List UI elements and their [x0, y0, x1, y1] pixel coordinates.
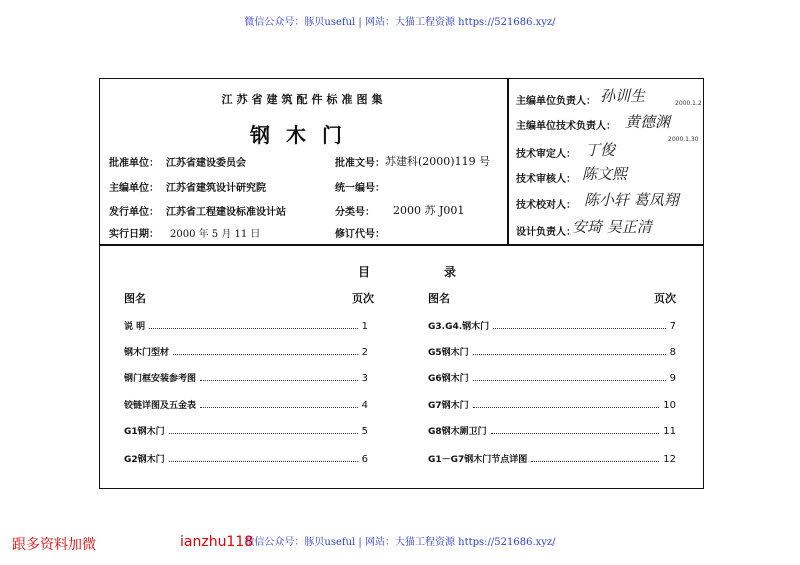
leader-dots	[200, 380, 358, 381]
title-block	[99, 78, 509, 246]
leader-dots	[169, 433, 358, 434]
contact-note: 跟多资料加微	[12, 537, 96, 553]
issuer: 江苏省工程建设标准设计站	[166, 207, 286, 218]
effective-date-label: 实行日期：	[109, 229, 159, 240]
tech-approver-label: 技术审定人：	[516, 149, 576, 160]
chief-unit-tech-leader-label: 主编单位技术负责人：	[516, 121, 616, 132]
design-leader-signature: 安琦 吴正清	[572, 218, 652, 236]
leader-dots	[473, 407, 660, 408]
toc-entry	[124, 345, 368, 358]
toc-col-page-right: 页次	[654, 292, 676, 305]
toc-col-name-left: 图名	[124, 292, 146, 305]
revision-code-label: 修订代号：	[335, 229, 385, 240]
tech-reviewer-signature: 陈文熙	[582, 165, 628, 183]
chief-unit-tech-leader-signature: 黄德渊	[625, 113, 671, 131]
toc-entry	[124, 319, 368, 332]
toc-entry	[428, 452, 676, 465]
bottom-watermark: 微信公众号：豚贝useful | 网站：大猫工程资源 https://521686.xyz/	[244, 537, 556, 548]
signature-date-1: 2000.1.2	[675, 100, 702, 107]
effective-date: 2000 年 5 月 11 日	[170, 229, 261, 240]
toc-entry	[428, 345, 676, 358]
toc-entry-page: 1	[361, 321, 368, 332]
toc-entry-name: 铰链详图及五金表	[124, 401, 197, 411]
class-number-label: 分类号：	[335, 207, 375, 218]
toc-entry-name: G5钢木门	[428, 348, 469, 358]
issuer-label: 发行单位：	[109, 207, 159, 218]
chief-unit-leader-signature: 孙训生	[600, 87, 646, 105]
toc-col-name-right: 图名	[428, 292, 450, 305]
leader-dots	[200, 407, 358, 408]
approval-unit: 江苏省建设委员会	[166, 158, 246, 169]
toc-col-page-left: 页次	[352, 292, 374, 305]
toc-heading-left: 目	[358, 265, 371, 279]
unified-number-label: 统一编号：	[335, 183, 385, 194]
toc-entry-name: 钢门框安装参考图	[124, 374, 197, 384]
toc-entry	[428, 319, 676, 332]
leader-dots	[531, 461, 659, 462]
toc-entry	[428, 424, 676, 437]
toc-entry	[124, 452, 368, 465]
toc-entry-page: 9	[669, 373, 676, 384]
top-watermark: 微信公众号：豚贝useful | 网站：大猫工程资源 https://521686.xyz/	[244, 17, 556, 28]
toc-entry-page: 10	[663, 400, 676, 411]
tech-approver-signature: 丁俊	[585, 141, 616, 159]
toc-entry-name: 说 明	[124, 322, 146, 332]
approval-doc-label: 批准文号：	[335, 158, 385, 169]
leader-dots	[149, 328, 357, 329]
toc-entry	[124, 424, 368, 437]
responsible-persons-block	[507, 78, 704, 246]
contact-id: ianzhu118	[180, 534, 254, 550]
toc-entry	[124, 398, 368, 411]
toc-entry-name: G8钢木厕卫门	[428, 427, 487, 437]
toc-entry-page: 4	[361, 400, 368, 411]
toc-entry-page: 3	[361, 373, 368, 384]
toc-entry-page: 6	[361, 454, 368, 465]
editor-unit: 江苏省建筑设计研究院	[166, 183, 266, 194]
leader-dots	[491, 433, 660, 434]
approval-doc: 苏建科(2000)119 号	[385, 155, 491, 168]
toc-heading-right: 录	[444, 265, 457, 279]
toc-entry-page: 7	[669, 321, 676, 332]
toc-entry	[428, 398, 676, 411]
toc-entry-name: G7钢木门	[428, 401, 469, 411]
toc-entry-name: G6钢木门	[428, 374, 469, 384]
chief-unit-leader-label: 主编单位负责人：	[516, 96, 596, 107]
editor-unit-label: 主编单位：	[109, 183, 159, 194]
leader-dots	[473, 380, 666, 381]
toc-entry-name: G2钢木门	[124, 455, 165, 465]
toc-entry-page: 11	[663, 426, 676, 437]
design-leader-label: 设计负责人：	[516, 227, 576, 238]
leader-dots	[169, 461, 358, 462]
toc-entry-name: G3.G4.钢木门	[428, 322, 490, 332]
toc-entry-page: 8	[669, 347, 676, 358]
toc-entry-page: 2	[361, 347, 368, 358]
leader-dots	[473, 354, 666, 355]
toc-entry-page: 5	[361, 426, 368, 437]
tech-proofreader-label: 技术校对人：	[516, 200, 576, 211]
toc-entry	[124, 371, 368, 384]
leader-dots	[173, 354, 358, 355]
toc-entry-name: G1钢木门	[124, 427, 165, 437]
toc-entry	[428, 371, 676, 384]
class-number: 2000 苏 J001	[393, 204, 465, 217]
approval-unit-label: 批准单位：	[109, 158, 159, 169]
table-of-contents	[99, 244, 704, 489]
toc-entry-page: 12	[663, 454, 676, 465]
tech-reviewer-label: 技术审核人：	[516, 174, 576, 185]
tech-proofreader-signature: 陈小轩 葛凤翔	[584, 191, 679, 209]
signature-date-2: 2000.1.30	[668, 136, 699, 143]
series-title: 江苏省建筑配件标准图集	[221, 93, 387, 106]
leader-dots	[493, 328, 665, 329]
drawing-title: 钢木门	[250, 123, 358, 147]
toc-entry-name: G1－G7钢木门节点详图	[428, 455, 528, 465]
toc-entry-name: 钢木门型材	[124, 348, 170, 358]
